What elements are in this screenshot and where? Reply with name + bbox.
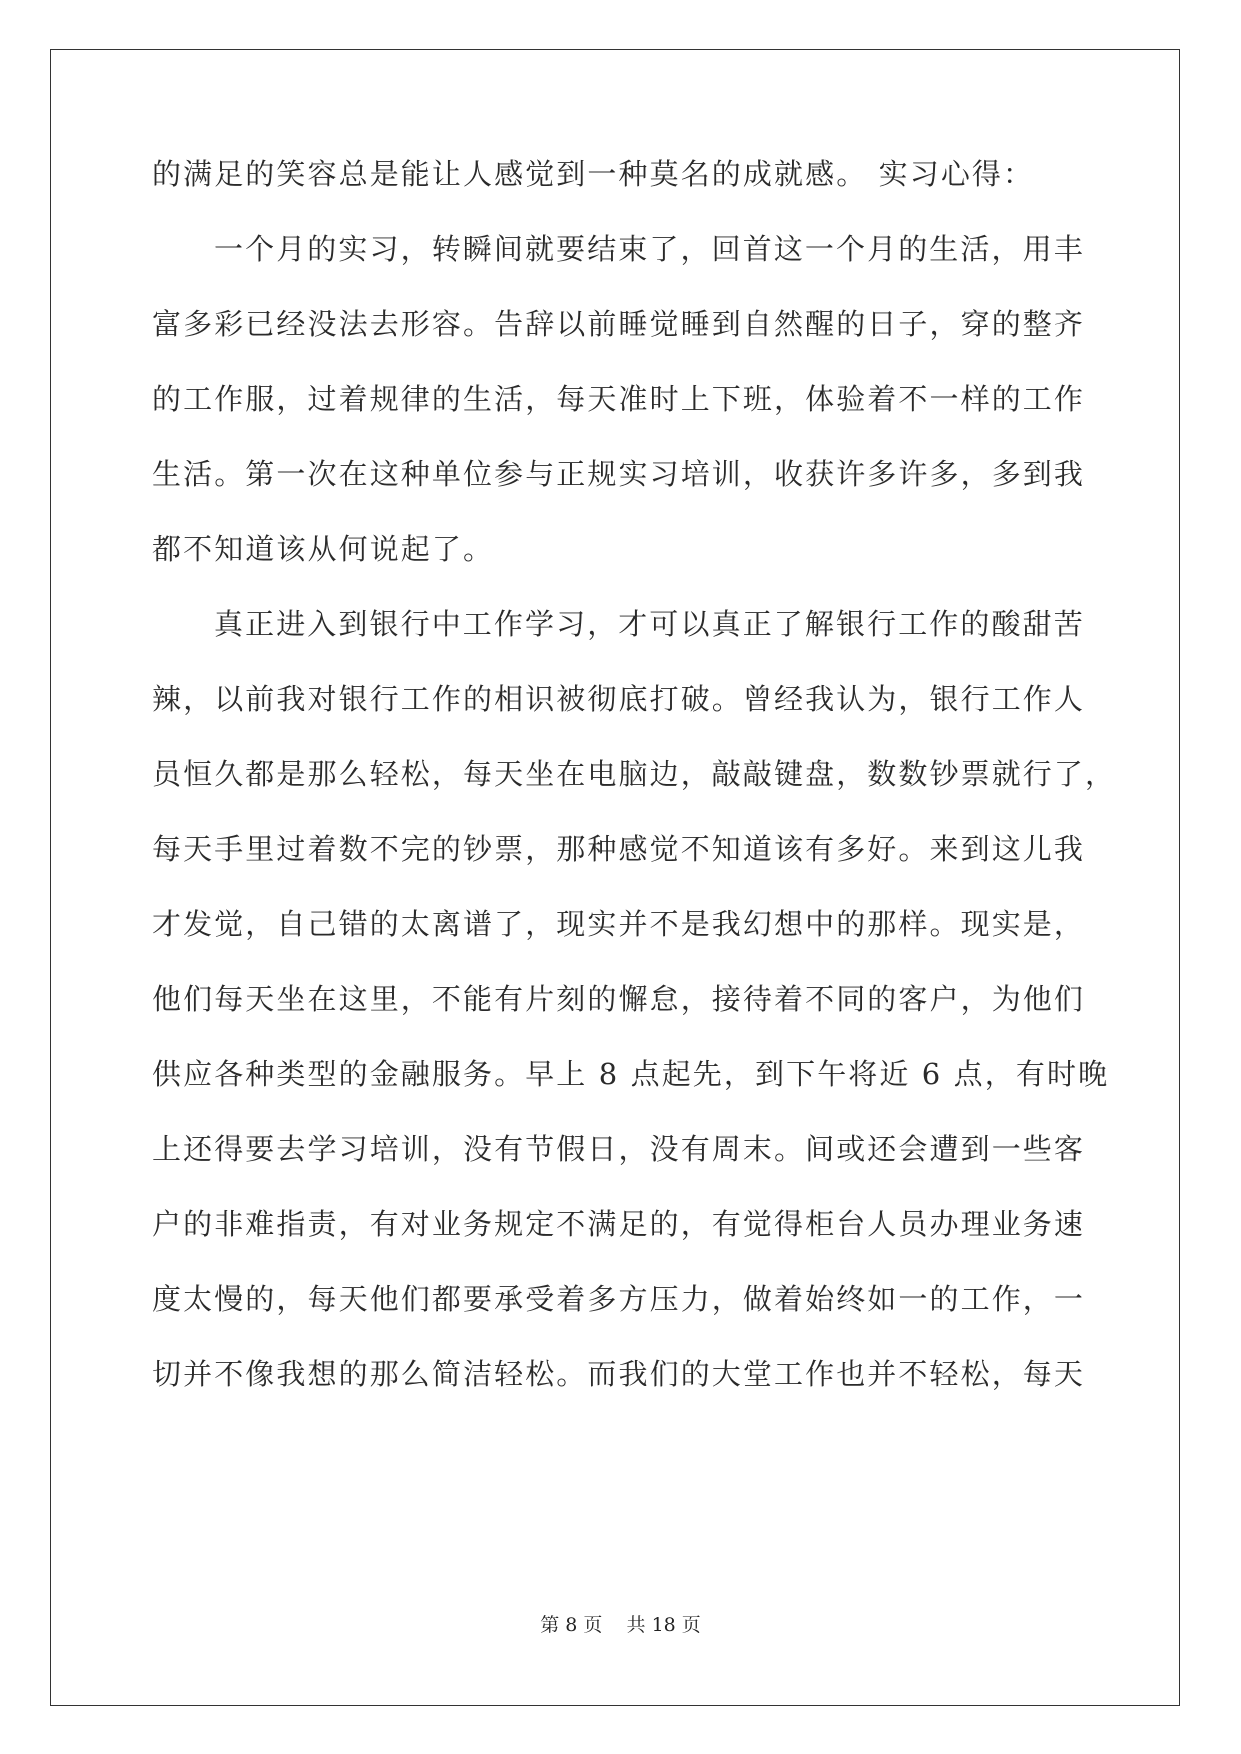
text-line: 度太慢的，每天他们都要承受着多方压力，做着始终如一的工作，一 [152, 1282, 1086, 1316]
text-line: 他们每天坐在这里，不能有片刻的懈怠，接待着不同的客户，为他们 [152, 982, 1086, 1016]
text-line: 的满足的笑容总是能让人感觉到一种莫名的成就感。 实习心得： [152, 157, 1035, 191]
text-line: 的工作服，过着规律的生活，每天准时上下班，体验着不一样的工作 [152, 382, 1086, 416]
text-line: 户的非难指责，有对业务规定不满足的，有觉得柜台人员办理业务速 [152, 1207, 1086, 1241]
text-line: 生活。第一次在这种单位参与正规实习培训，收获许多许多，多到我 [152, 457, 1086, 491]
text-line: 员恒久都是那么轻松，每天坐在电脑边，敲敲键盘，数数钞票就行了， [152, 757, 1117, 791]
text-line: 富多彩已经没法去形容。告辞以前睡觉睡到自然醒的日子，穿的整齐 [152, 307, 1086, 341]
paragraph-first-line: 真正进入到银行中工作学习，才可以真正了解银行工作的酸甜苦 [214, 607, 1085, 641]
text-line: 切并不像我想的那么简洁轻松。而我们的大堂工作也并不轻松，每天 [152, 1357, 1086, 1391]
text-line: 都不知道该从何说起了。 [152, 532, 495, 566]
page-border [50, 49, 1180, 1706]
paragraph-first-line: 一个月的实习，转瞬间就要结束了，回首这一个月的生活，用丰 [214, 232, 1085, 266]
text-line: 才发觉，自己错的太离谱了，现实并不是我幻想中的那样。现实是， [152, 907, 1086, 941]
text-line: 辣，以前我对银行工作的相识被彻底打破。曾经我认为，银行工作人 [152, 682, 1086, 716]
page-number-footer: 第 8 页 共 18 页 [540, 1614, 701, 1636]
text-line: 上还得要去学习培训，没有节假日，没有周末。间或还会遭到一些客 [152, 1132, 1086, 1166]
text-line: 供应各种类型的金融服务。早上 8 点起先，到下午将近 6 点，有时晚 [152, 1057, 1110, 1091]
text-line: 每天手里过着数不完的钞票，那种感觉不知道该有多好。来到这儿我 [152, 832, 1086, 866]
